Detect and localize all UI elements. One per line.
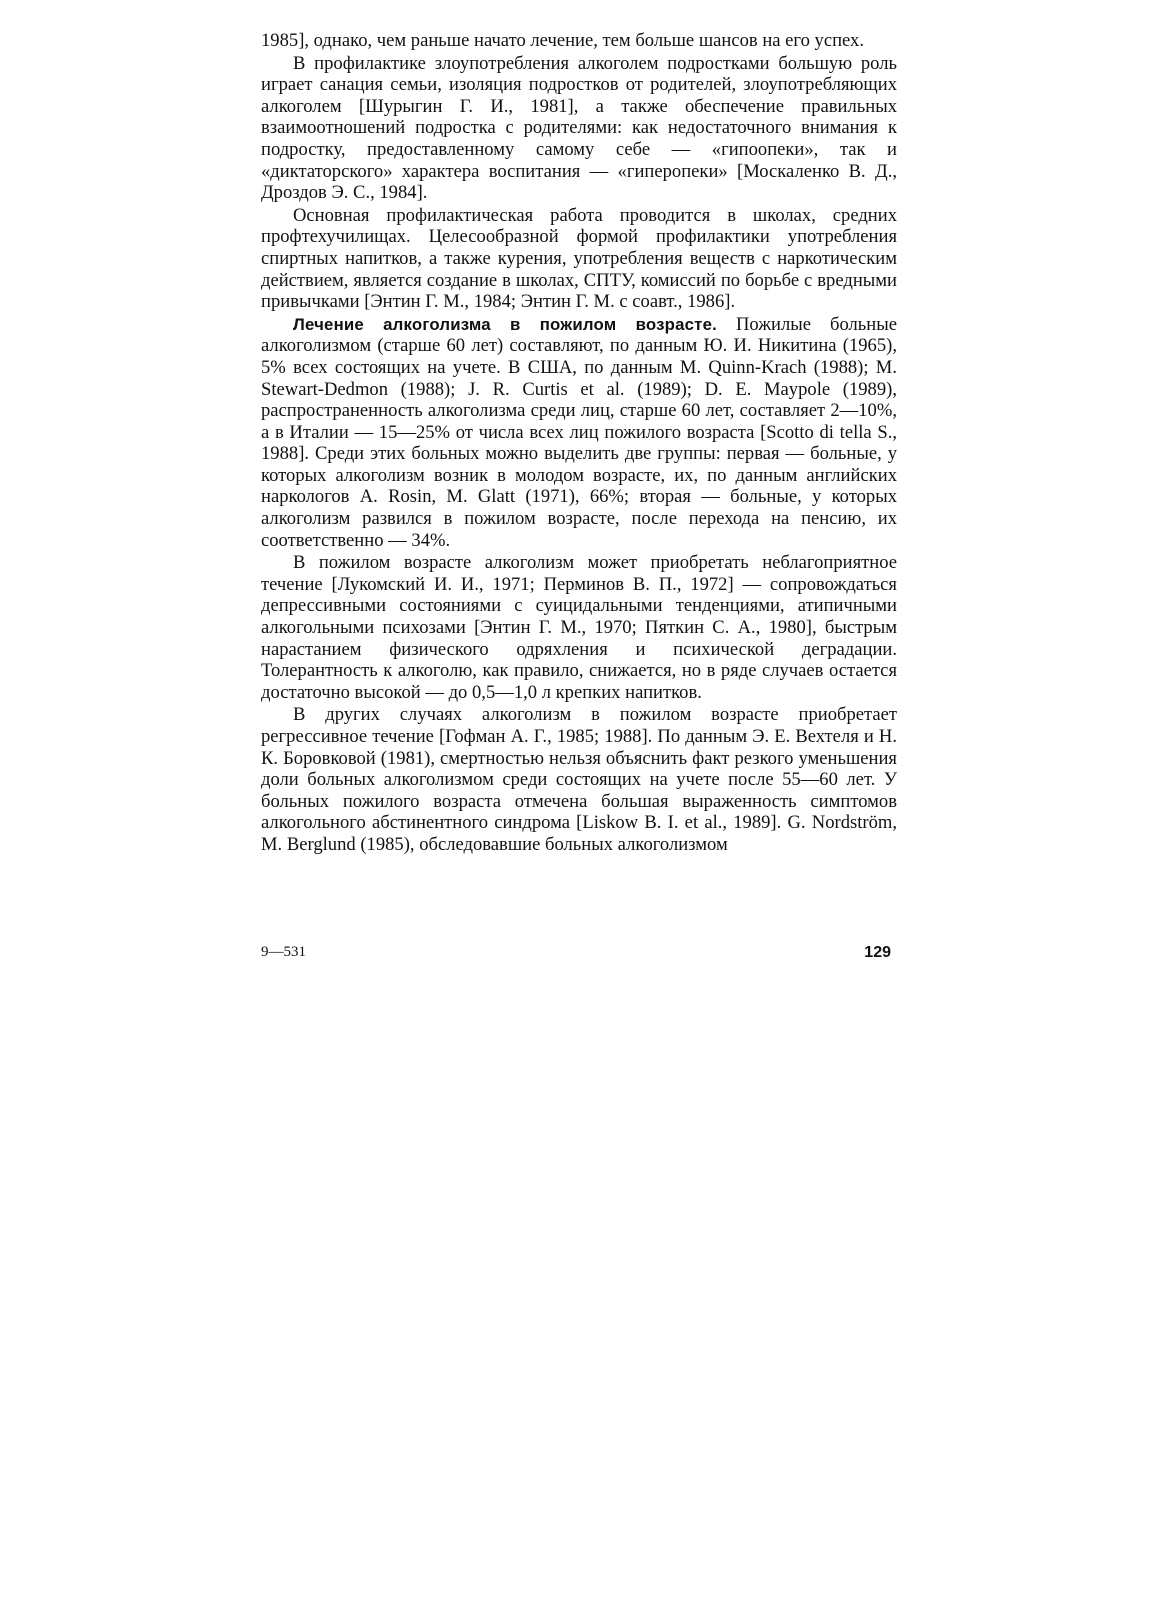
paragraph-elderly-text: Пожилые больные алкоголизмом (старше 60 лет) составляют, по данным Ю. И. Никитина (1965), 5% всех состоящих на учете. В США, по данным M. Quinn-Krach (1988); M. Stewart-Dedmon (1988); J. R. Curtis et al. (1989); D. E. Maypole (1989), распространенность алкоголизма среди лиц, старше 60 лет, составляет 2—10%, а в Италии — 15—25% от числа всех лиц пожилого возраста [Scotto di tella S., 1988]. Среди этих больных можно выделить две группы: первая — больные, у которых алкоголизм возник в молодом возрасте, их, по данным английских наркологов A. Rosin, M. Glatt (1971), 66%; вторая — больные, у которых алкоголизм развился в пожилом возрасте, после перехода на пенсию, их соответственно — 34%. — [261, 313, 897, 551]
section-heading-run-in: Лечение алкоголизма в пожилом возрасте. — [293, 314, 717, 334]
page-footer — [261, 944, 897, 968]
paragraph-elderly-treatment — [261, 314, 897, 552]
paragraph-continuation: 1985], однако, чем раньше начато лечение, тем больше шансов на его успех. — [261, 30, 864, 51]
paragraph-unfavorable-course: В пожилом возрасте алкоголизм может приобретать неблагоприятное течение [Лукомский И. И., 1971; Перминов В. П., 1972] — сопровождаться депрессивными состояниями с суицидальными тенденциями, атипичными алкогольными психозами [Энтин Г. М., 1970; Пяткин С. А., 1980], быстрым нарастанием физического одряхления и психической деградации. Толерантность к алкоголю, как правило, снижается, но в ряде случаев остается достаточно высокой — до 0,5—1,0 л крепких напитков. — [261, 552, 897, 703]
page-body — [261, 30, 897, 856]
page-number: 129 — [864, 944, 891, 961]
printer-signature: 9—531 — [261, 944, 306, 960]
paragraph-school-prevention: Основная профилактическая работа проводится в школах, средних профтехучилищах. Целесообразной формой профилактики употребления спиртных напитков, а также курения, употребления веществ с наркотическим действием, является создание в школах, СПТУ, комиссий по борьбе с вредными привычками [Энтин Г. М., 1984; Энтин Г. М. с соавт., 1986]. — [261, 204, 897, 313]
paragraph-prevention-adolescents: В профилактике злоупотребления алкоголем подростками большую роль играет санация семьи, изоляция подростков от родителей, злоупотребляющих алкоголем [Шурыгин Г. И., 1981], а также обеспечение правильных взаимоотношений подростка с родителями: как недостаточного внимания к подростку, предоставленному самому себе — «гипоопеки», так и «диктаторского» характера воспитания — «гиперопеки» [Москаленко В. Д., Дроздов Э. С., 1984]. — [261, 52, 897, 204]
paragraph-regressive-course: В других случаях алкоголизм в пожилом возрасте приобретает регрессивное течение [Гофман А. Г., 1985; 1988]. По данным Э. Е. Вехтеля и Н. К. Боровковой (1981), смертностью нельзя объяснить факт резкого уменьшения доли больных алкоголизмом среди состоящих на учете после 55—60 лет. У больных пожилого возраста отмечена большая выраженность симптомов алкогольного абстинентного синдрома [Liskow B. I. et al., 1989]. G. Nordström, M. Berglund (1985), обследовавшие больных алкоголизмом — [261, 704, 897, 855]
